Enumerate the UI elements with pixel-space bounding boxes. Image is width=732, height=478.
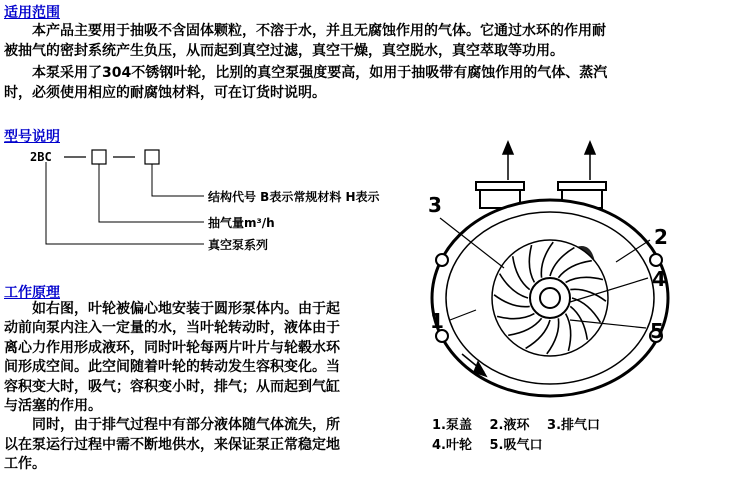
pump-cross-section-diagram — [420, 140, 732, 402]
callout-5: 5 — [650, 319, 664, 343]
model-prefix: 2BC — [30, 150, 52, 164]
section-title-principle: 工作原理 — [4, 285, 60, 301]
scope-paragraph-1 — [4, 22, 732, 61]
principle-line: 离心力作用形成液环，同时叶轮每两片叶片与轮毂水环 — [4, 339, 340, 356]
scope-line: 本产品主要用于抽吸不含固体颗粒，不溶于水，并且无腐蚀作用的气体。它通过水环的作用耐 — [4, 23, 606, 39]
code-box-struct — [145, 150, 159, 164]
shaft — [540, 288, 560, 308]
label-structure-code: 结构代号 B表示常规材料 H表示 — [208, 190, 380, 204]
section-title-model: 型号说明 — [4, 129, 60, 145]
principle-line: 容积变大时，吸气；容积变小时，排气；从而起到气缸 — [4, 378, 340, 395]
outflow-arrows — [503, 142, 595, 180]
legend-row-1: 1.泵盖 2.液环 3.排气口 — [432, 418, 601, 433]
scope-paragraph-2 — [4, 64, 732, 103]
callout-1: 1 — [430, 309, 444, 333]
principle-line: 同时，由于排气过程中有部分液体随气体流失，所 — [4, 417, 340, 434]
leader-series — [46, 162, 204, 244]
scope-line: 被抽气的密封系统产生负压，从而起到真空过滤，真空干燥，真空脱水，真空萃取等功用。 — [4, 42, 564, 59]
label-series: 真空泵系列 — [208, 238, 269, 252]
callout-3: 3 — [428, 193, 442, 217]
principle-line: 与活塞的作用。 — [4, 398, 102, 415]
scope-line: 时，必须使用相应的耐腐蚀材料，可在订货时说明。 — [4, 84, 326, 101]
principle-line: 动前向泵内注入一定量的水，当叶轮转动时，液体由于 — [4, 320, 340, 337]
code-box-flow — [92, 150, 106, 164]
callout-2: 2 — [654, 225, 668, 249]
section-title-scope: 适用范围 — [4, 5, 60, 21]
callout-4: 4 — [652, 267, 666, 291]
principle-paragraph — [4, 300, 424, 475]
leader-struct — [152, 164, 204, 196]
scope-line: 本泵采用了304不锈钢叶轮，比别的真空泵强度要高，如用于抽吸带有腐蚀作用的气体、蒸汽 — [4, 65, 608, 81]
label-flow: 抽气量m³/h — [208, 216, 275, 230]
principle-line: 以在泵运行过程中需不断地供水，来保证泵正常稳定地 — [4, 436, 340, 453]
principle-line: 如右图，叶轮被偏心地安装于圆形泵体内。由于起 — [4, 301, 340, 317]
principle-line: 工作。 — [4, 456, 46, 473]
principle-line: 间形成空间。此空间随着叶轮的转动发生容积变化。当 — [4, 359, 340, 376]
legend-row-2: 4.叶轮 5.吸气口 — [432, 438, 543, 453]
